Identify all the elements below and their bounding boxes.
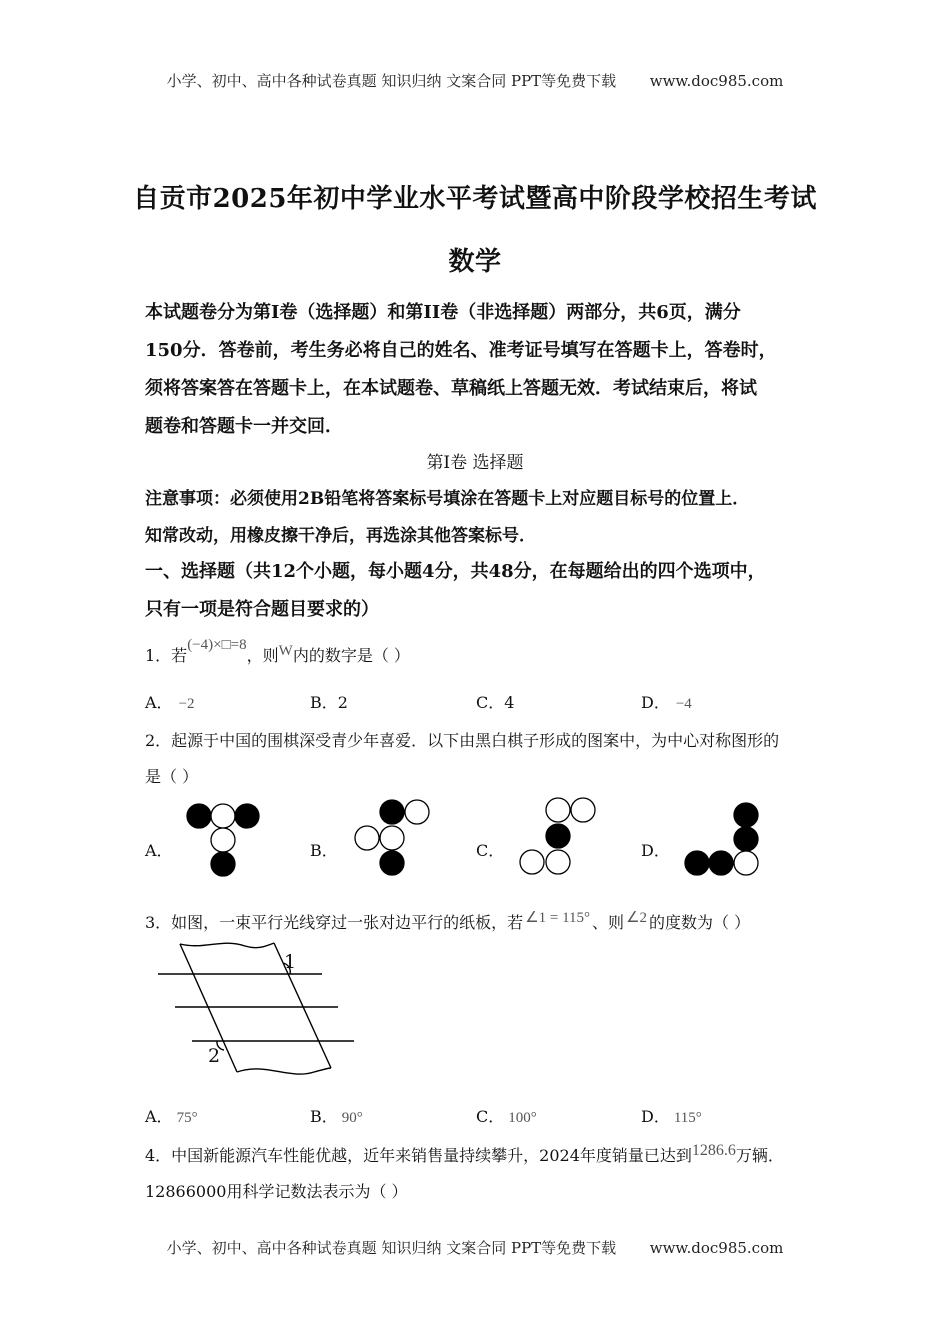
- page-footer: [0, 1237, 950, 1258]
- q4-stem-line-1: [145, 1143, 784, 1166]
- q3-formula-2: ∠2: [626, 910, 648, 926]
- option-label: C．: [476, 1107, 505, 1126]
- intro-line-4: 题卷和答题卡一并交回．: [145, 416, 343, 437]
- footer-text: 小学、初中、高中各种试卷真题 知识归纳 文案合同 PPT等免费下载: [166, 1239, 617, 1257]
- q4-stem-line-2: 12866000用科学记数法表示为（ ）: [145, 1182, 408, 1201]
- q2-stem-line-2: 是（ ）: [145, 767, 199, 786]
- q3-option-c[interactable]: [476, 1104, 537, 1127]
- option-label: A．: [145, 1107, 173, 1126]
- option-value: 75°: [176, 1110, 198, 1126]
- header-url[interactable]: www.doc985.com: [649, 72, 784, 90]
- option-value: −2: [178, 696, 195, 712]
- q4-number: 1286.6: [691, 1142, 736, 1159]
- option-label: C．: [476, 693, 505, 712]
- board-right-edge: [274, 943, 331, 1068]
- q4-prefix: 4．中国新能源汽车性能优越，近年来销售量持续攀升，2024年度销量已达到: [145, 1146, 692, 1165]
- subject-title: 数学: [448, 247, 502, 277]
- q1-symbol: W: [278, 643, 293, 659]
- section-title: 第I卷 选择题: [426, 453, 524, 473]
- board-top-edge: [180, 943, 274, 948]
- angle-1-label: 1: [284, 951, 297, 973]
- option-value: 2: [337, 693, 348, 712]
- footer-url[interactable]: www.doc985.com: [649, 1239, 784, 1257]
- q2-stem-line-1: 2．起源于中国的围棋深受青少年喜爱．以下由黑白棋子形成的图案中，为中心对称图形的: [145, 731, 780, 750]
- option-value: 4: [504, 693, 515, 712]
- option-label: B．: [310, 693, 338, 712]
- intro-line-3: 须将答案答在答题卡上，在本试题卷、草稿纸上答题无效．考试结束后，将试: [145, 378, 757, 399]
- q3-prefix: 3．如图，一束平行光线穿过一张对边平行的纸板，若: [145, 913, 524, 932]
- q2-option-b[interactable]: B．: [310, 841, 338, 860]
- option-value: 115°: [673, 1110, 702, 1126]
- q1-suffix: 内的数字是（ ）: [292, 646, 410, 665]
- option-value: −4: [675, 696, 692, 712]
- option-label: D．: [641, 1107, 670, 1126]
- q1-formula: (−4)×□=8: [187, 637, 247, 653]
- q2-option-a[interactable]: A．: [145, 841, 173, 860]
- exam-title: 自贡市2025年初中学业水平考试暨高中阶段学校招生考试: [133, 184, 817, 214]
- q2-option-c[interactable]: C．: [476, 841, 505, 860]
- q3-option-b[interactable]: [310, 1104, 363, 1127]
- part1-line-2: 只有一项是符合题目要求的）: [145, 599, 379, 620]
- q4-suffix: 万辆．: [735, 1146, 784, 1165]
- q3-middle: 、则: [592, 913, 625, 932]
- part1-line-1: 一、选择题（共12个小题，每小题4分，共48分，在每题给出的四个选项中，: [145, 561, 766, 582]
- q1-prefix: 1．若: [145, 646, 188, 665]
- option-value: 90°: [341, 1110, 363, 1126]
- q3-option-a[interactable]: [145, 1104, 198, 1127]
- option-label: D．: [641, 693, 670, 712]
- q2-option-d[interactable]: D．: [641, 841, 670, 860]
- option-value: 100°: [508, 1110, 537, 1126]
- q3-option-d[interactable]: [641, 1104, 702, 1127]
- option-label: B．: [310, 1107, 338, 1126]
- intro-line-1: 本试题卷分为第I卷（选择题）和第II卷（非选择题）两部分，共6页，满分: [145, 302, 741, 323]
- intro-line-2: 150分．答卷前，考生务必将自己的姓名、准考证号填写在答题卡上，答卷时，: [145, 340, 777, 361]
- angle-2-label: 2: [208, 1045, 221, 1067]
- option-label: A．: [145, 693, 173, 712]
- header-text: 小学、初中、高中各种试卷真题 知识归纳 文案合同 PPT等免费下载: [166, 72, 617, 90]
- board-bottom-edge: [237, 1068, 331, 1074]
- q3-suffix: 的度数为（ ）: [649, 913, 751, 932]
- notice-line-2: 知常改动，用橡皮擦干净后，再选涂其他答案标号．: [145, 526, 536, 546]
- q3-formula-1: ∠1 = 115°: [525, 910, 591, 926]
- q1-middle: ，则: [246, 646, 279, 665]
- notice-line-1: 注意事项：必须使用2B铅笔将答案标号填涂在答题卡上对应题目标号的位置上．: [145, 489, 750, 509]
